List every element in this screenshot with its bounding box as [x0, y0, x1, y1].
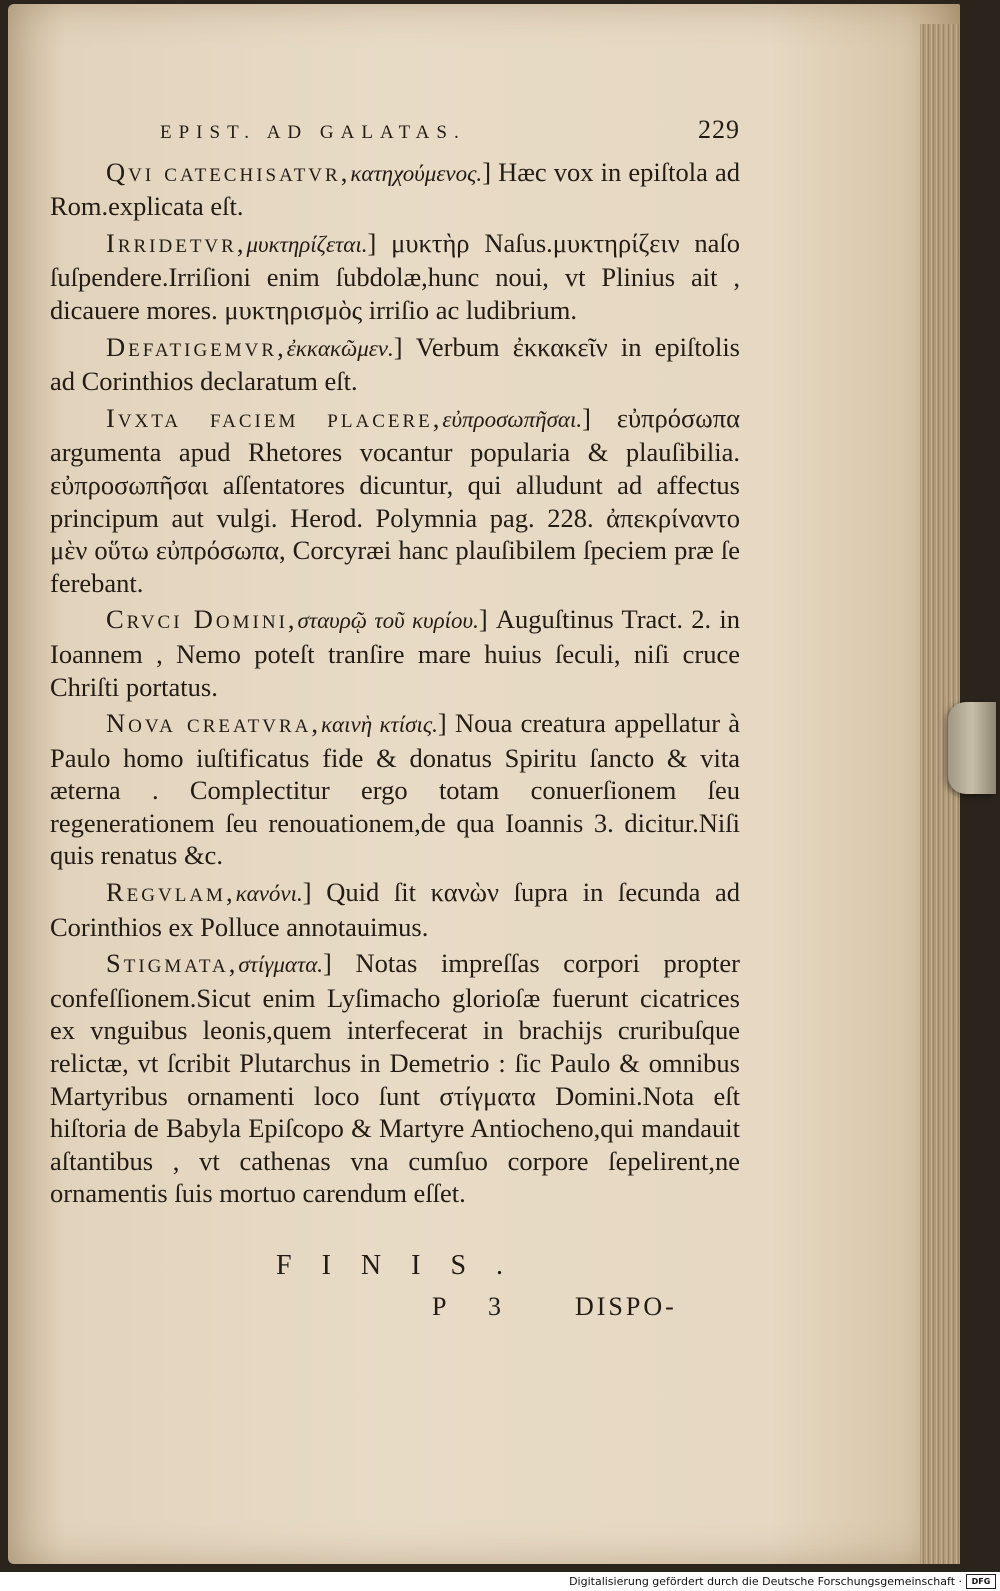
lemma: Regvlam, — [106, 877, 236, 908]
page-text — [50, 114, 740, 1323]
greek-term: κανόνι. — [235, 881, 303, 907]
book-page — [8, 4, 960, 1564]
entry-3 — [50, 331, 740, 398]
lemma: Crvci Domini, — [106, 604, 298, 635]
entry-2 — [50, 227, 740, 327]
lemma: Irridetvr, — [106, 227, 247, 258]
entry-7 — [50, 876, 740, 943]
entry-body: ] εὐπρόσωπα argumenta apud Rhetores vocantur popularia & plauſibilia. εὐπροσωπῆσαι aſſentatores dicuntur, qui alludunt ad affectus principum aut vulgi. Herod. Polymnia pag. 228. ἀπεκρίναντο μὲν οὕτω εὐπρόσωπα, Corcyræi hanc plauſibilem ſpeciem præ ſe ferebant. — [50, 402, 741, 598]
running-head — [160, 114, 740, 150]
entry-body: ] Quid ſit κανὼν ſupra in ſecunda ad Corinthios ex Polluce annotauimus. — [50, 877, 740, 942]
dfg-logo-icon: DFG — [966, 1574, 996, 1589]
entry-body: ] Notas impreſſas corpori propter confeſſionem.Sicut enim Lyſimacho glorioſæ fuerunt cicatrices ex vnguibus leonis,quem interfecerat in brachijs cruribuſque relictæ, vt ſcribit Plutarchus in Demetrio : ſic Paulo & omnibus Martyribus ornamenti loco ſunt στίγματα Domini.Nota eſt hiſtoria de Babyla Epiſcopo & Martyre Antiocheno,qui mandauit aſtantibus , vt cathenas vna cumſuo corpore ſepelirent,ne ornamentis ſuis mortuo carendum eſſet. — [50, 948, 740, 1209]
greek-term: εὐπροσωπῆσαι. — [442, 406, 583, 432]
entry-body: ] Hæc vox in epiſtola ad Rom.explicata eſt. — [50, 156, 740, 222]
bottom-line — [50, 1291, 740, 1324]
entry-body: ] μυκτὴρ Naſus.μυκτηρίζειν naſo ſuſpendere.Irriſioni enim ſubdolæ,hunc noui, vt Plinius ait , dicauere mores. μυκτηρισμὸς irriſio ac ludibrium. — [50, 227, 740, 325]
lemma: Qvi catechisatvr, — [106, 156, 351, 187]
footer-credit: Digitalisierung gefördert durch die Deutsche Forschungsgemeinschaft · — [569, 1575, 962, 1588]
greek-term: κατηχούμενος. — [350, 160, 483, 186]
lemma: Nova creatvra, — [106, 708, 321, 739]
lemma: Stigmata, — [106, 948, 239, 979]
finis: FINIS. — [276, 1250, 534, 1281]
entry-6 — [50, 707, 740, 872]
signature-mark: P 3 — [432, 1291, 519, 1321]
greek-term: μυκτηρίζεται. — [246, 231, 368, 257]
digitization-footer — [0, 1572, 1000, 1591]
page-tab-marker — [948, 702, 996, 794]
entry-5 — [50, 603, 740, 703]
greek-term: ἐκκακῶμεν. — [286, 335, 394, 361]
catchword: DISPO- — [575, 1291, 677, 1321]
folio-number: 229 — [698, 115, 740, 144]
entry-body: ] Noua creatura appellatur à Paulo homo iuſtificatus fide & donatus Spiritu ſancto & vita æterna . Complectitur ergo totam conuerſionem ſeu regenerationem ſeu renouationem,de qua Ioannis 3. dicitur.Niſi quis renatus &c. — [50, 708, 740, 871]
entry-body: ] Verbum ἐκκακεῖν in epiſtolis ad Corinthios declaratum eſt. — [50, 331, 740, 397]
running-head-title: EPIST. AD GALATAS. — [160, 122, 466, 143]
entry-8 — [50, 947, 740, 1210]
greek-term: στίγματα. — [238, 952, 324, 978]
entry-4 — [50, 402, 740, 600]
lemma: Defatigemvr, — [106, 331, 287, 362]
lemma: Ivxta faciem placere, — [106, 402, 443, 433]
entry-1 — [50, 156, 740, 223]
greek-term: καινὴ κτίσις. — [320, 712, 438, 738]
entry-body: ] Auguſtinus Tract. 2. in Ioannem , Nemo poteſt tranſire mare huius ſeculi, niſi cruce Chriſti portatus. — [50, 604, 740, 702]
greek-term: σταυρῷ τοῦ κυρίου. — [297, 608, 479, 634]
page-edges — [920, 24, 960, 1564]
